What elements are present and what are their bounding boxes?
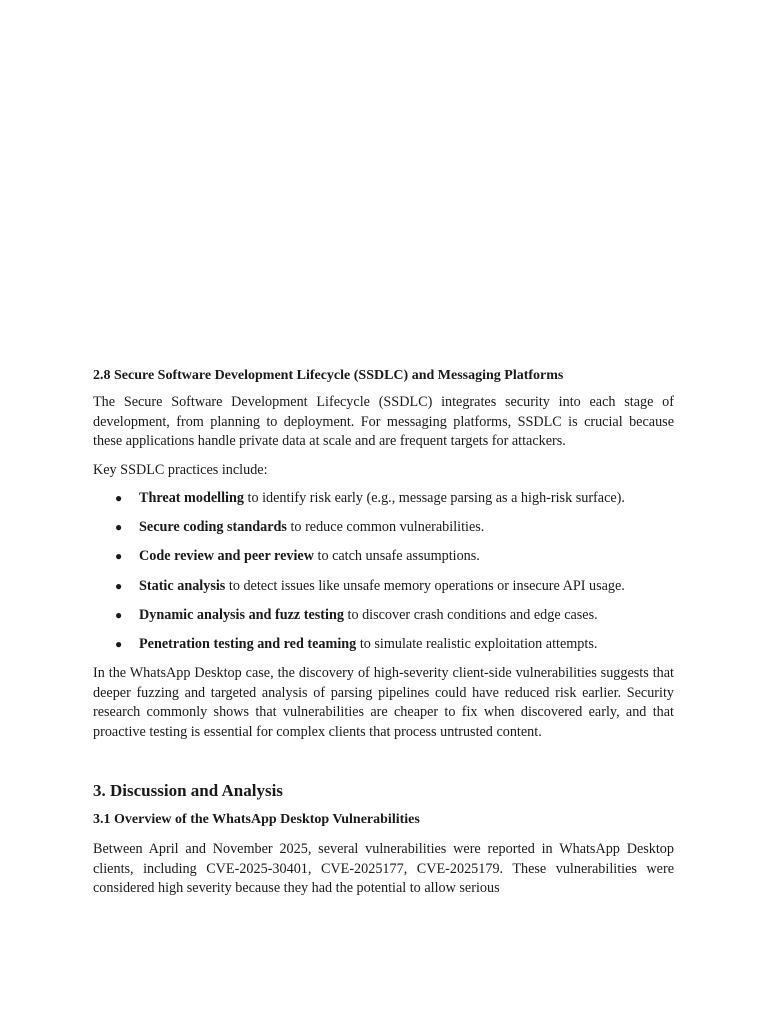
list-item: [93, 518, 674, 538]
list-item: [93, 489, 674, 509]
bullet-icon: ●: [115, 607, 123, 622]
bullet-icon: ●: [115, 520, 123, 535]
section-2-8-heading: 2.8 Secure Software Development Lifecycle (SSDLC) and Messaging Platforms: [93, 368, 564, 383]
section-2-8-closing: In the WhatsApp Desktop case, the discovery of high-severity client-side vulnerabilities suggests that deeper fuzzing and targeted analysis of parsing pipelines could have reduced risk earlier. Security research commonly shows that vulnerabilities are cheaper to fix when discovered early, and that proactive testing is essential for complex clients that process untrusted content.: [93, 665, 674, 740]
list-item-text: to discover crash conditions and edge cases.: [343, 606, 598, 623]
list-item: [93, 577, 674, 597]
section-2-8-intro: The Secure Software Development Lifecycle (SSDLC) integrates security into each stage of development, from planning to deployment. For messaging platforms, SSDLC is crucial because these applications handle private data at scale and are frequent targets for attackers.: [93, 394, 674, 449]
list-item-text: to detect issues like unsafe memory operations or insecure API usage.: [225, 577, 625, 594]
bullet-icon: ●: [115, 578, 123, 593]
list-item-text: to catch unsafe assumptions.: [313, 548, 480, 565]
list-item: [93, 606, 674, 626]
bullet-icon: ●: [115, 549, 123, 564]
list-item-term: Dynamic analysis and fuzz testing: [139, 606, 344, 623]
bullet-icon: ●: [115, 636, 123, 651]
list-item: [93, 547, 674, 567]
list-item-term: Static analysis: [139, 577, 226, 594]
ssdlc-practices-list: [93, 489, 674, 654]
list-item: [93, 635, 674, 655]
document-page: [93, 366, 674, 908]
list-item-text: to simulate realistic exploitation attempts.: [356, 635, 598, 652]
list-item-text: to reduce common vulnerabilities.: [286, 519, 485, 536]
section-3-heading: 3. Discussion and Analysis: [93, 781, 283, 801]
list-item-text: to identify risk early (e.g., message parsing as a high-risk surface).: [243, 490, 625, 506]
section-3-1-para: Between April and November 2025, several vulnerabilities were reported in WhatsApp Desktop clients, including CVE-2025-30401, CVE-2025177, CVE-2025179. These vulnerabilities were considered high severity because they had the potential to allow serious: [93, 841, 674, 897]
section-3-1-heading: 3.1 Overview of the WhatsApp Desktop Vulnerabilities: [93, 812, 420, 828]
list-item-term: Secure coding standards: [139, 519, 287, 536]
list-item-term: Penetration testing and red teaming: [139, 635, 357, 652]
bullet-icon: ●: [115, 491, 123, 505]
list-item-term: Threat modelling: [139, 490, 244, 506]
list-item-term: Code review and peer review: [139, 548, 314, 565]
practices-lead: Key SSDLC practices include:: [93, 461, 268, 478]
